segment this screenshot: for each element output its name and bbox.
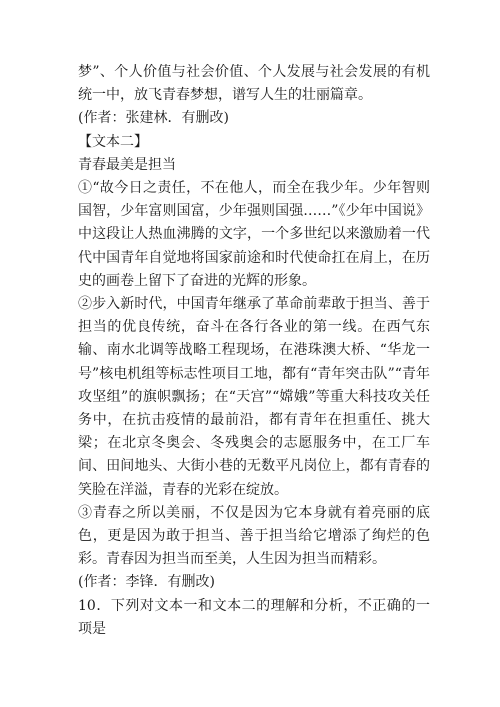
text-2-title: 青春最美是担当 (78, 156, 176, 173)
text-2-heading: 【文本二】 (78, 133, 148, 150)
document-body (78, 61, 430, 641)
paragraph-2: ②步入新时代，中国青年继承了革命前辈敢于担当、善于担当的优良传统，奋斗在各行各业的第一线。在西气东输、南水北调等战略工程现场，在港珠澳大桥、“华龙一号”核电机组等标志性项目工地，都有“青年突击队”“青年攻坚组”的旗帜飘扬；在“天宫”“嫦娥”等重大科技攻关任务中，在抗击疫情的最前沿，都有青年在担重任、挑大梁；在北京冬奥会、冬残奥会的志愿服务中，在工厂车间、田间地头、大街小巷的无数平凡岗位上，都有青春的笑脸在洋溢，青春的光彩在绽放。 (78, 296, 430, 498)
paragraph-1: ①“故今日之责任，不在他人，而全在我少年。少年智则国智，少年富则国富，少年强则国强……”《少年中国说》中这段让人热血沸腾的文字，一个多世纪以来激励着一代代中国青年自觉地将国家前途和时代使命扛在肩上，在历史的画卷上留下了奋进的光辉的形象。 (78, 180, 430, 289)
paragraph-3: ③青春之所以美丽，不仅是因为它本身就有着亮丽的底色，更是因为敢于担当、善于担当给它增添了绚烂的色彩。青春因为担当而至美，人生因为担当而精彩。 (78, 504, 430, 568)
question-10: 10．下列对文本一和文本二的理解和分析，不正确的一项是 (78, 597, 430, 637)
text-1-closing-paragraph: 梦”、个人价值与社会价值、个人发展与社会发展的有机统一中，放飞青春梦想，谱写人生的壮丽篇章。 (78, 64, 430, 104)
text-1-author-line: (作者：张建林．有删改) (78, 110, 229, 127)
text-2-author-line: (作者：李锋．有删改) (78, 574, 215, 591)
